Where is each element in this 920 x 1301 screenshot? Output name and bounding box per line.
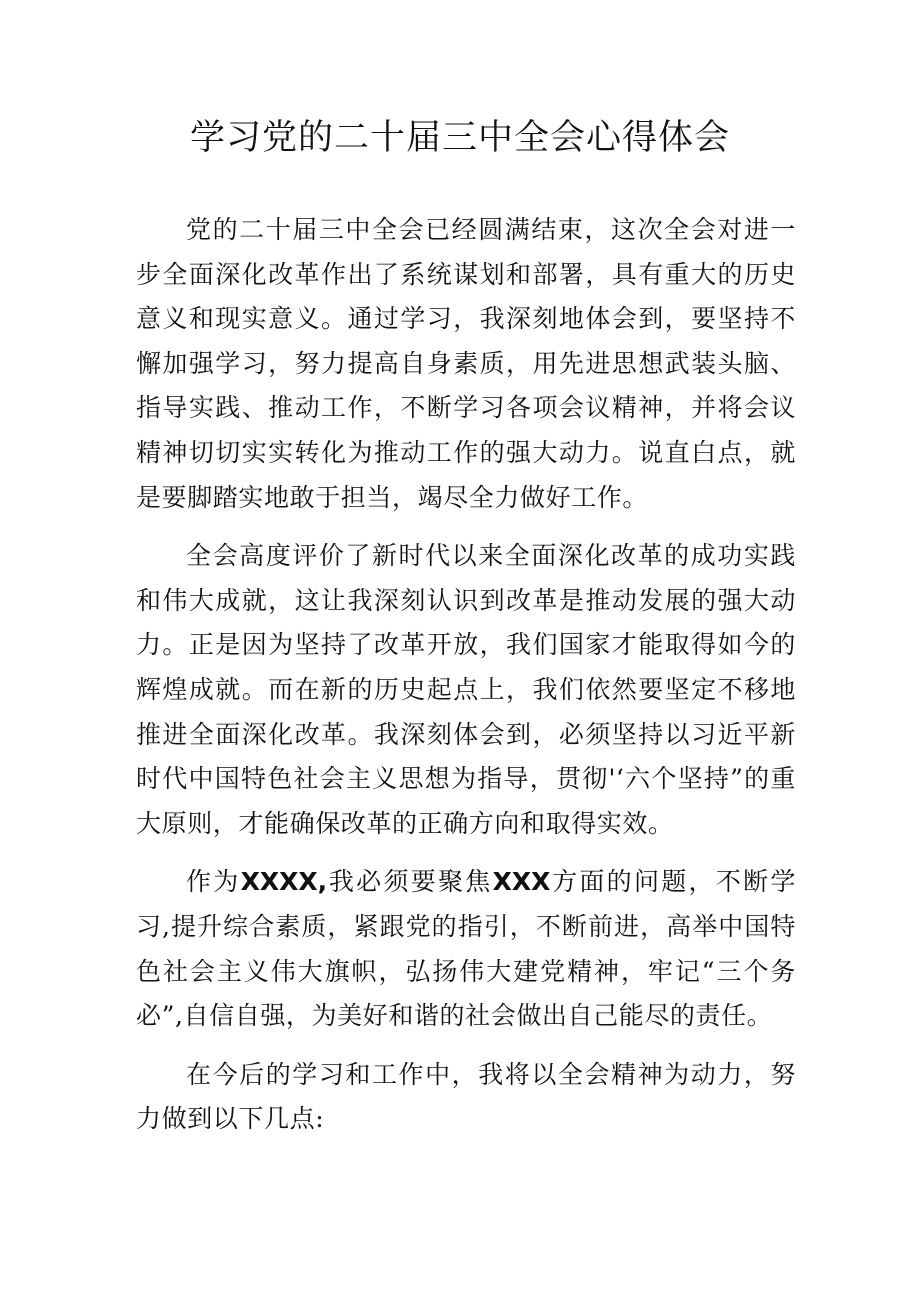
paragraph-3 bbox=[136, 860, 796, 1038]
paragraph-1: 党的二十届三中全会已经圆满结束，这次全会对进一步全面深化改革作出了系统谋划和部署，具有重大的历史意义和现实意义。通过学习，我深刻地体会到，要坚持不懈加强学习，努力提高自身素质，用先进思想武装头脑、指导实践、推动工作，不断学习各项会议精神，并将会议精神切切实实转化为推动工作的强大动力。说直白点，就是要脚踏实地敢于担当，竭尽全力做好工作。 bbox=[136, 215, 796, 512]
paragraph-3-text-b: 我必须要聚焦 bbox=[327, 867, 493, 897]
placeholder-role: XXXX, bbox=[240, 867, 328, 897]
document-title: 学习党的二十届三中全会心得体会 bbox=[189, 118, 730, 158]
paragraph-4: 在今后的学习和工作中，我将以全会精神为动力，努力做到以下几点: bbox=[136, 1059, 796, 1134]
document-body bbox=[136, 208, 796, 1156]
paragraph-2: 全会高度评价了新时代以来全面深化改革的成功实践和伟大成就，这让我深刻认识到改革是推动发展的强大动力。正是因为坚持了改革开放，我们国家才能取得如今的辉煌成就。而在新的历史起点上，我们依然要坚定不移地推进全面深化改革。我深刻体会到，必须坚持以习近平新时代中国特色社会主义思想为指导，贯彻'‘六个坚持”的重大原则，才能确保改革的正确方向和取得实效。 bbox=[136, 541, 796, 838]
paragraph-3-text-c: 方面的问题，不断学习,提升综合素质，紧跟党的指引，不断前进，高举中国特色社会主义伟大旗帜，弘扬伟大建党精神，牢记“三个务必”,自信自强，为美好和谐的社会做出自己能尽的责任。 bbox=[136, 867, 796, 1031]
placeholder-field: XXX bbox=[492, 867, 551, 897]
paragraph-3-text-a: 作为 bbox=[186, 867, 241, 897]
